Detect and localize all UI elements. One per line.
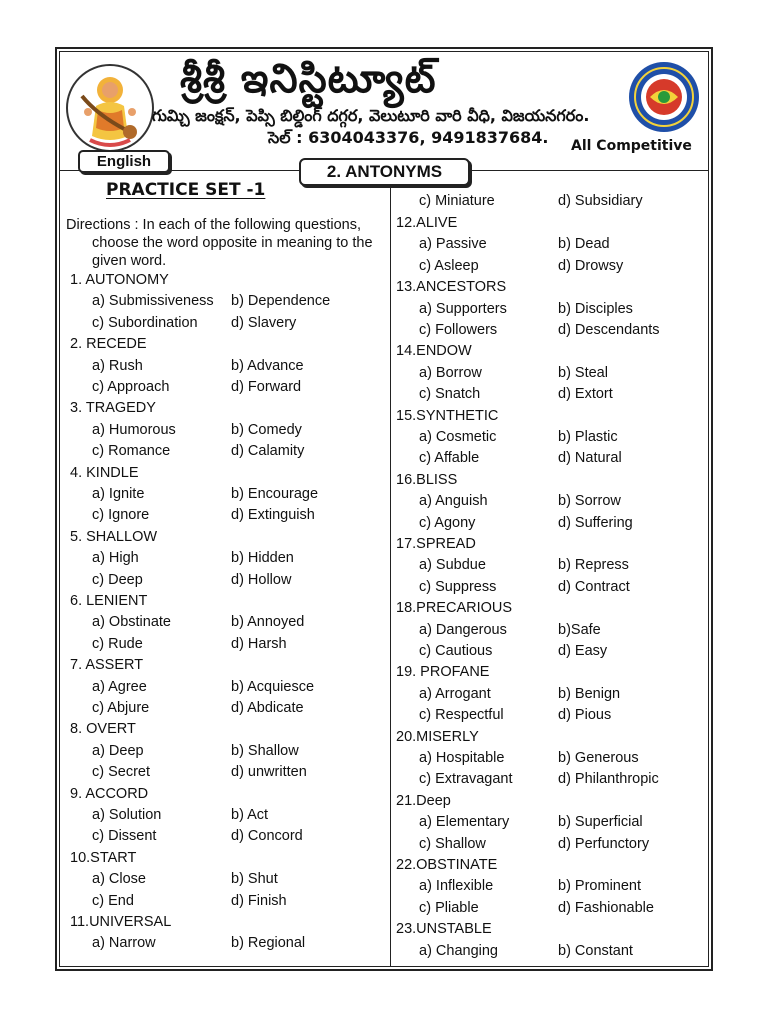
option-d: d) Calamity: [231, 443, 305, 460]
question-word: 1. AUTONOMY: [70, 272, 169, 288]
option-a: a) Rush: [92, 357, 143, 374]
option-d: d) Easy: [558, 643, 608, 659]
option-a: a) Passive: [419, 236, 487, 253]
option-d: d) Descendants: [558, 322, 660, 338]
option-d: d) Drowsy: [558, 257, 624, 274]
option-d: d) unwritten: [231, 764, 307, 781]
question-word: 15.SYNTHETIC: [396, 407, 499, 424]
header-rule-right: [470, 170, 709, 171]
option-d: d) Hollow: [231, 571, 292, 588]
option-b: b) Benign: [558, 685, 621, 702]
question-word: 14.ENDOW: [396, 343, 472, 360]
option-c: c) Romance: [92, 443, 171, 460]
question-word: 5. SHALLOW: [70, 528, 158, 545]
option-a: a) Cosmetic: [419, 429, 497, 445]
option-d: d) Pious: [558, 707, 612, 724]
option-a: a) Subdue: [419, 557, 486, 574]
practice-set-title: PRACTICE SET -1: [106, 180, 266, 200]
option-c: c) Respectful: [419, 707, 504, 724]
option-c: c) Extravagant: [419, 771, 513, 788]
option-a: a) Obstinate: [92, 614, 171, 631]
option-d: d) Natural: [558, 450, 622, 467]
question-word: 8. OVERT: [70, 721, 136, 738]
question-word: 3. TRAGEDY: [70, 400, 156, 417]
option-b: b)Safe: [558, 621, 601, 638]
option-b: b) Generous: [558, 750, 639, 766]
option-c: c) Affable: [419, 450, 480, 467]
question-word: 23.UNSTABLE: [396, 921, 492, 938]
option-b: b) Regional: [231, 935, 306, 952]
option-c: c) Approach: [92, 379, 170, 395]
option-c: c) Subordination: [92, 314, 198, 331]
option-d: d) Finish: [231, 892, 287, 909]
option-c: c) Secret: [92, 764, 151, 781]
option-c: c) Pliable: [419, 899, 479, 916]
option-c: c) Dissent: [92, 828, 157, 845]
directions-line-1: Directions : In each of the following questions,: [66, 217, 361, 233]
question-word: 13.ANCESTORS: [396, 279, 507, 296]
option-b: b) Superficial: [558, 814, 643, 831]
question-word: 11.UNIVERSAL: [70, 914, 172, 930]
option-d: d) Abdicate: [231, 700, 304, 716]
option-a: a) Anguish: [419, 493, 488, 510]
question-word: 21.Deep: [396, 792, 451, 809]
option-d: d) Contract: [558, 578, 630, 595]
subject-label: English: [78, 150, 170, 173]
option-b: b) Act: [231, 807, 269, 823]
option-a: a) Agree: [92, 678, 147, 695]
option-c: c) Abjure: [92, 700, 150, 716]
option-c: c) Shallow: [419, 835, 486, 852]
option-a: a) Changing: [419, 942, 498, 959]
option-d: d) Extort: [558, 386, 613, 403]
directions: [66, 216, 384, 270]
question-word: 6. LENIENT: [70, 593, 148, 609]
option-b: b) Acquiesce: [231, 678, 315, 695]
option-b: b) Comedy: [231, 421, 302, 438]
option-c: c) Suppress: [419, 578, 497, 595]
option-d: d) Concord: [231, 828, 303, 845]
option-b: b) Disciples: [558, 300, 633, 317]
institute-name: శ్రీశ్రీ ఇనిస్టిట్యూట్: [180, 56, 437, 102]
option-a: a) Deep: [92, 742, 144, 759]
tagline: All Competitive: [571, 138, 692, 154]
option-a: a) Close: [92, 871, 146, 888]
option-b: b) Hidden: [231, 550, 294, 567]
option-b: b) Dependence: [231, 293, 331, 310]
option-c: c) Followers: [419, 322, 498, 338]
institute-phone: సెల్ : 6304043376, 9491837684.: [268, 128, 549, 147]
option-d: d) Suffering: [558, 514, 633, 531]
option-d: d) Extinguish: [231, 507, 315, 524]
option-a: a) Inflexible: [419, 878, 494, 895]
option-a: a) High: [92, 550, 139, 567]
option-a: a) Arrogant: [419, 685, 491, 702]
question-word: 10.START: [70, 849, 137, 866]
option-c: c) End: [92, 892, 134, 909]
option-b: b) Repress: [558, 557, 629, 574]
option-b: b) Annoyed: [231, 614, 305, 631]
column-divider: [390, 178, 391, 967]
option-b: b) Prominent: [558, 878, 642, 895]
institute-seal-icon: [628, 61, 700, 133]
option-c: c) Snatch: [419, 386, 481, 403]
question-word: 7. ASSERT: [70, 657, 144, 674]
question-word: 19. PROFANE: [396, 664, 490, 681]
option-b: b) Advance: [231, 357, 304, 374]
option-c: c) Rude: [92, 635, 143, 652]
option-a: a) Hospitable: [419, 750, 505, 766]
option-a: a) Narrow: [92, 935, 156, 952]
question-word: 18.PRECARIOUS: [396, 600, 513, 617]
option-b: b) Dead: [558, 236, 610, 253]
option-b: b) Shut: [231, 871, 278, 888]
question-word: 12.ALIVE: [396, 215, 458, 231]
option-b: b) Shallow: [231, 742, 299, 759]
option-b: b) Sorrow: [558, 493, 621, 510]
option-d: d) Perfunctory: [558, 835, 650, 852]
option-a: a) Submissiveness: [92, 293, 214, 310]
option-a: a) Borrow: [419, 364, 482, 381]
option-a: a) Dangerous: [419, 621, 507, 638]
option-a: a) Ignite: [92, 486, 145, 502]
option-d: d) Forward: [231, 379, 302, 395]
saraswati-logo-icon: [66, 64, 154, 152]
option-b: b) Constant: [558, 942, 633, 959]
option-a: a) Elementary: [419, 814, 510, 831]
option-d: d) Philanthropic: [558, 771, 659, 788]
question-word: 22.OBSTINATE: [396, 857, 498, 873]
option-c: c) Cautious: [419, 643, 493, 659]
option-b: b) Plastic: [558, 429, 618, 445]
directions-rest: choose the word opposite in meaning to the given word.: [92, 235, 373, 269]
option-c: c) Miniature: [419, 193, 495, 209]
option-b: b) Steal: [558, 364, 608, 381]
option-d: d) Fashionable: [558, 899, 654, 916]
question-word: 17.SPREAD: [396, 536, 476, 552]
option-c: c) Asleep: [419, 257, 479, 274]
option-c: c) Deep: [92, 571, 143, 588]
option-a: a) Humorous: [92, 421, 176, 438]
option-a: a) Solution: [92, 807, 162, 823]
option-d: d) Slavery: [231, 314, 297, 331]
question-word: 2. RECEDE: [70, 336, 147, 353]
option-d: d) Harsh: [231, 635, 287, 652]
institute-address: గుమ్చి జంక్షన్, పెప్సి బిల్డింగ్ దగ్గర, వెలుటూరి వారి వీధి, విజయనగరం.: [152, 106, 590, 125]
question-word: 16.BLISS: [396, 471, 458, 488]
chapter-title: 2. ANTONYMS: [299, 158, 470, 186]
option-d: d) Subsidiary: [558, 193, 643, 209]
option-b: b) Encourage: [231, 486, 319, 502]
question-word: 4. KINDLE: [70, 464, 139, 481]
option-c: c) Agony: [419, 514, 476, 531]
question-word: 9. ACCORD: [70, 785, 149, 802]
option-a: a) Supporters: [419, 300, 507, 317]
option-c: c) Ignore: [92, 507, 150, 524]
question-word: 20.MISERLY: [396, 728, 479, 745]
